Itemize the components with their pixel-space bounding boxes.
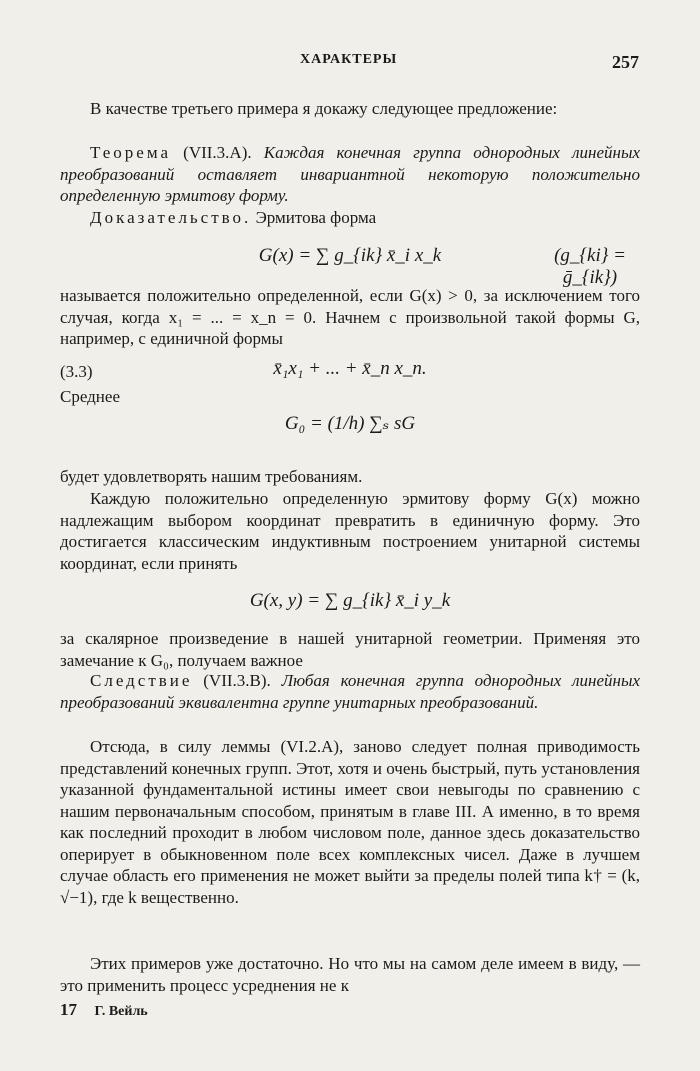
proof-label: Доказательство. xyxy=(90,208,252,227)
signature-text: Г. Вейль xyxy=(94,1004,148,1019)
corollary-block xyxy=(60,670,640,713)
page-number: 257 xyxy=(612,52,639,72)
paragraph-requirements: будет удовлетворять нашим требованиям. xyxy=(60,467,363,486)
proof-text: Эрмитова форма xyxy=(255,208,377,227)
running-header: ХАРАКТЕРЫ xyxy=(300,52,398,67)
theorem-ref: (VII.3.A). xyxy=(183,143,252,162)
printer-signature xyxy=(60,1000,148,1020)
corollary-ref: (VII.3.B). xyxy=(203,671,271,690)
formula-condition: (g_{ki} = ḡ_{ik}) xyxy=(554,245,626,288)
equation-number: (3.3) xyxy=(60,362,93,381)
paragraph-scalar-product: за скалярное произведение в нашей унитарной геометрии. Применяя это замечание к G₀, получаем важное xyxy=(60,629,640,670)
corollary-label: Следствие xyxy=(90,671,193,690)
formula-unit-form: x̄₁x₁ + ... + x̄_n x_n. xyxy=(273,358,427,379)
theorem-label: Теорема xyxy=(90,143,172,162)
paragraph-reducibility: Отсюда, в силу леммы (VI.2.A), заново следует полная приводимость представлений конечных групп. Этот, хотя и очень быстрый, путь установления указанной фундаментальной истины имеет свои невыгоды по сравнению с нашим первоначальным способом, принятым в главе III. А именно, в то время как последний проходит в любом числовом поле, данное здесь доказательство оперирует в обыкновенном поле всех комплексных чисел. Даже в лучшем случае область его применения не может выйти за пределы полей типа k† = (k, √−1), где k вещественно. xyxy=(60,737,640,907)
corollary-text: Любая конечная группа однородных линейных преобразований эквивалентна группе унитарных преобразований. xyxy=(60,671,641,712)
formula-average: G₀ = (1/h) ∑ₛ sG xyxy=(284,413,416,434)
formula-scalar-product: G(x, y) = ∑ g_{ik} x̄_i y_k xyxy=(249,590,451,611)
signature-number: 17 xyxy=(60,1000,77,1019)
paragraph-positive-definite: называется положительно определенной, если G(x) > 0, за исключением того случая, когда x₁ = ... = x_n = 0. Начнем с произвольной такой формы G, например, с единичной формы xyxy=(60,286,640,348)
proof-block xyxy=(60,207,640,229)
formula-hermitian-form: G(x) = ∑ g_{ik} x̄_i x_k xyxy=(258,245,442,266)
theorem-block xyxy=(60,142,640,207)
paragraph-examples: Этих примеров уже достаточно. Но что мы на самом деле имеем в виду, — это применить процесс усреднения не к xyxy=(60,954,640,995)
paragraph-intro: В качестве третьего примера я докажу следующее предложение: xyxy=(90,99,558,118)
paragraph-unit-form: Каждую положительно определенную эрмитову форму G(x) можно надлежащим выбором координат превратить в единичную форму. Это достигается классическим индуктивным построением унитарной системы координат, если принять xyxy=(60,489,640,573)
theorem-text: Каждая конечная группа однородных линейных преобразований оставляет инвариантной некоторую положительно определенную эрмитову форму. xyxy=(60,143,641,205)
word-mean: Среднее xyxy=(60,387,120,406)
